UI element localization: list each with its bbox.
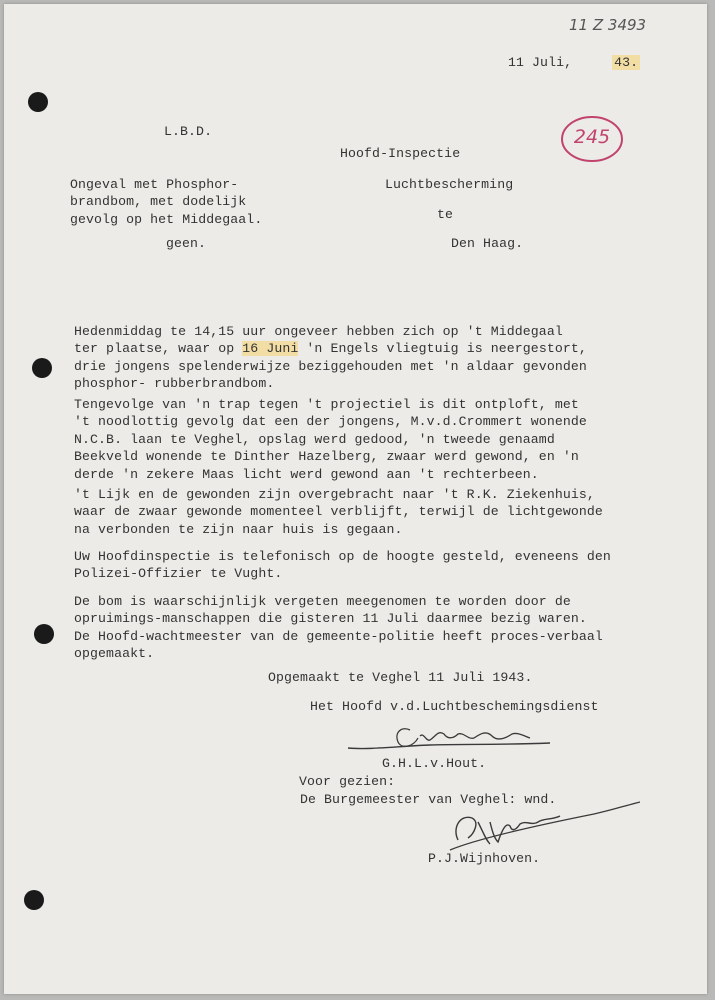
closing-place-date: Opgemaakt te Veghel 11 Juli 1943. — [268, 670, 533, 685]
text-line: Beekveld wonende te Dinther Hazelberg, zwaar werd gewond, en 'n — [74, 449, 579, 465]
addressee-line-3: te — [437, 207, 454, 222]
document-page — [4, 4, 707, 994]
archive-number: 11 Z 3493 — [569, 16, 647, 34]
date-highlight: 16 Juni — [242, 341, 299, 357]
date-line: 11 Juli, 43. — [508, 55, 639, 70]
punch-hole — [34, 624, 54, 644]
sender: L.B.D. — [164, 124, 213, 139]
text-line: 't noodlottig gevolg dat een der jongens, M.v.d.Crommert wonende — [74, 414, 587, 430]
text-line: na verbonden te zijn naar huis is gegaan. — [74, 521, 403, 537]
text-line: 't Lijk en de gewonden zijn overgebracht naar 't R.K. Ziekenhuis, — [74, 487, 595, 502]
text-line: opruimings-manschappen die gisteren 11 Juli daarmee bezig waren. — [74, 611, 587, 627]
paragraph-5 — [74, 593, 694, 663]
stamp-number: 245 — [573, 126, 611, 148]
subject-line: Ongeval met Phosphor- — [70, 177, 239, 192]
text-line: Uw Hoofdinspectie is telefonisch op de hoogte gesteld, eveneens den — [74, 549, 611, 564]
text-line: ter plaatse, waar op 16 Juni 'n Engels vliegtuig is neergestort, — [74, 341, 587, 357]
text-line: drie jongens spelenderwijze beziggehouden met 'n aldaar gevonden — [74, 358, 587, 374]
paragraph-3 — [74, 486, 694, 538]
text-line: N.C.B. laan te Veghel, opslag werd gedood, 'n tweede genaamd — [74, 431, 555, 447]
addressee-line-1: Hoofd-Inspectie — [340, 146, 461, 161]
paragraph-4 — [74, 548, 694, 583]
text-line: Tengevolge van 'n trap tegen 't projectiel is dit ontploft, met — [74, 397, 579, 412]
paragraph-1 — [74, 323, 694, 393]
addressee-line-2: Luchtbescherming — [385, 177, 514, 192]
text-line: opgemaakt. — [74, 646, 155, 662]
signatory-name-2: P.J.Wijnhoven. — [428, 851, 541, 866]
text-line: phosphor- rubberbrandbom. — [74, 376, 275, 392]
punch-hole — [32, 358, 52, 378]
text-line: De Hoofd-wachtmeester van de gemeente-politie heeft proces-verbaal — [74, 628, 603, 644]
signature-1 — [340, 716, 555, 758]
closing-title: Het Hoofd v.d.Luchtbeschemingsdienst — [310, 699, 599, 714]
subject-line: gevolg op het Middegaal. — [70, 211, 263, 227]
reference: geen. — [166, 236, 207, 251]
year-mark: 43. — [614, 55, 639, 70]
paragraph-2 — [74, 396, 694, 483]
text-line: Hedenmiddag te 14,15 uur ongeveer hebben zich op 't Middegaal — [74, 324, 563, 339]
number-stamp — [559, 114, 625, 164]
punch-hole — [28, 92, 48, 112]
text-line: waar de zwaar gewonde momenteel verblijft, terwijl de lichtgewonde — [74, 504, 603, 520]
text-line: De bom is waarschijnlijk vergeten meegenomen te worden door de — [74, 594, 571, 609]
seen-label: Voor gezien: — [299, 774, 396, 789]
addressee-line-4: Den Haag. — [451, 236, 524, 251]
signatory-name-1: G.H.L.v.Hout. — [382, 756, 487, 771]
punch-hole — [24, 890, 44, 910]
mayor-line: De Burgemeester van Veghel: wnd. — [300, 792, 557, 807]
text-line: Polizei-Offizier te Vught. — [74, 566, 283, 582]
subject-line: brandbom, met dodelijk — [70, 194, 247, 210]
subject-block — [70, 176, 262, 228]
text-line: derde 'n zekere Maas licht werd gewond aan 't rechterbeen. — [74, 466, 539, 482]
